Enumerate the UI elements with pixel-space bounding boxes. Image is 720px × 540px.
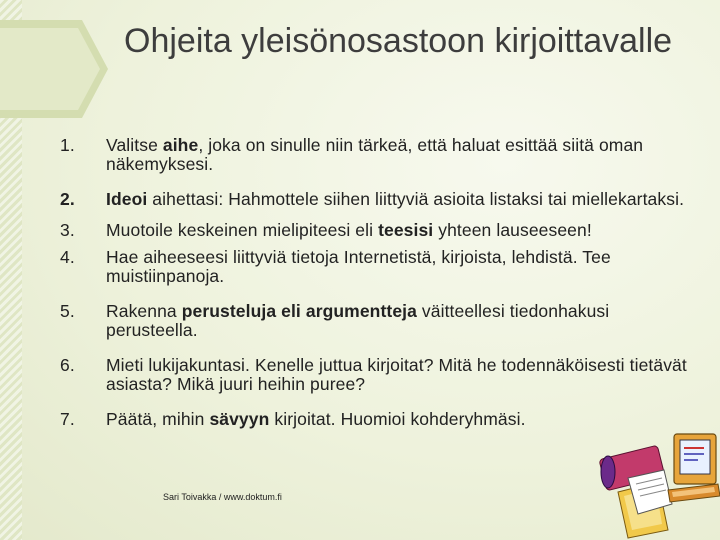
list-item-number: 6. xyxy=(60,355,75,375)
list-item-text: kirjoitat. Huomioi kohderyhmäsi. xyxy=(269,409,526,429)
list-item-bold-text: perusteluja eli argumentteja xyxy=(181,301,417,321)
title-arrow-icon xyxy=(0,20,108,118)
list-item-bold-text: Ideoi xyxy=(106,189,148,209)
list-item-number: 1. xyxy=(60,135,75,155)
slide-title: Ohjeita yleisönosastoon kirjoittavalle xyxy=(124,22,673,60)
list-item-text: Valitse xyxy=(106,135,163,155)
list-item xyxy=(60,248,700,286)
list-item xyxy=(60,356,700,394)
list-item xyxy=(60,136,700,174)
list-item xyxy=(60,190,700,209)
instruction-list xyxy=(60,136,700,429)
list-item-number: 2. xyxy=(60,189,75,209)
list-item xyxy=(60,221,700,240)
list-item-text: aihettasi: Hahmottele siihen liittyviä asioita listaksi tai miellekartaksi. xyxy=(147,189,685,209)
list-item-text: , joka on sinulle niin tärkeä, että haluat esittää siitä oman näkemyksesi. xyxy=(106,135,644,174)
list-item-text: Muotoile keskeinen mielipiteesi eli xyxy=(106,220,379,240)
footer-credit: Sari Toivakka / www.doktum.fi xyxy=(163,492,282,502)
list-item-bold-text: aihe xyxy=(162,135,199,155)
list-item-number: 3. xyxy=(60,220,75,240)
list-item-number: 7. xyxy=(60,409,75,429)
list-item-bold-text: teesisi xyxy=(378,220,434,240)
printer-computer-clipart-icon xyxy=(598,412,720,540)
list-item-bold-text: sävyyn xyxy=(209,409,270,429)
list-item-text: Rakenna xyxy=(106,301,182,321)
list-item-text: yhteen lauseeseen! xyxy=(433,220,592,240)
list-item-text: väitteellesi tiedonhakusi perusteella. xyxy=(106,301,610,340)
list-item-text: Mieti lukijakuntasi. Kenelle juttua kirjoitat? Mitä he todennäköisesti tietävät asiasta? Mikä juuri heihin puree? xyxy=(106,355,687,394)
list-item xyxy=(60,302,700,340)
list-item-text: Hae aiheeseesi liittyviä tietoja Internetistä, kirjoista, lehdistä. Tee muistiinpanoja. xyxy=(106,247,611,286)
list-item-number: 5. xyxy=(60,301,75,321)
list-item-number: 4. xyxy=(60,247,75,267)
list-item-text: Päätä, mihin xyxy=(106,409,210,429)
